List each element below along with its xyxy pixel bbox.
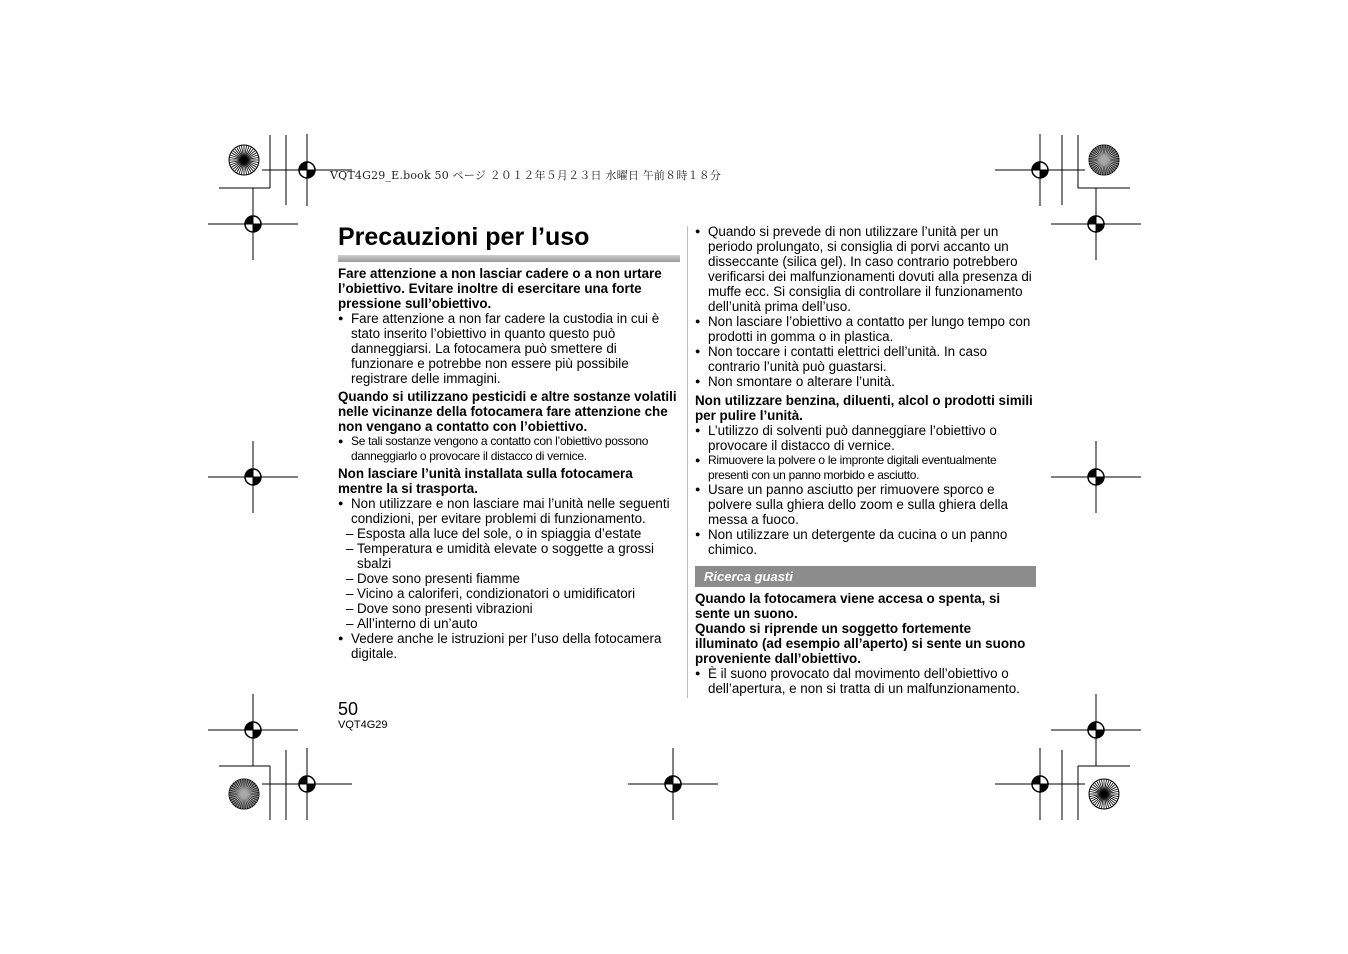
list-item: ● Quando si prevede di non utilizzare l’unità per un periodo prolungato, si consiglia di porvi accanto un disseccante (silica gel). In caso contrario potrebbero verificarsi dei malfunzionamenti dovuti alla presenza di muffe ecc. Si consiglia di controllare il funzionamento dell’unità prima dell’uso. xyxy=(695,224,1036,314)
troubleshooting-section-bar: Ricerca guasti xyxy=(695,566,1036,587)
list-item: ● Usare un panno asciutto per rimuovere sporco e polvere sulla ghiera dello zoom e sulla ghiera della messa a fuoco. xyxy=(695,482,1036,527)
section-troubleshooting xyxy=(695,591,1036,696)
print-header: VQT4G29_E.book 50 ページ ２０１２年５月２３日 水曜日 午前８時１８分 xyxy=(330,169,722,182)
section-heading: Non lasciare l’unità installata sulla fotocamera mentre la si trasporta. xyxy=(338,466,633,496)
right-column xyxy=(695,224,1036,696)
section-drop-lens xyxy=(338,266,680,386)
list-item: ● Non toccare i contatti elettrici dell’unità. In caso contrario l’unità può guastarsi. xyxy=(695,344,1036,374)
model-code: VQT4G29 xyxy=(338,719,388,731)
dash-item: – Esposta alla luce del sole, o in spiaggia d’estate xyxy=(338,526,680,541)
registration-target-icon xyxy=(1051,694,1141,766)
registration-target-icon xyxy=(262,748,352,820)
registration-target-icon xyxy=(208,441,298,513)
registration-star-icon xyxy=(1089,145,1119,175)
list-item: ● Non utilizzare e non lasciare mai l’unità nelle seguenti condizioni, per evitare problemi di funzionamento. xyxy=(338,496,680,526)
list-item: ● Non smontare o alterare l’unità. xyxy=(695,374,1036,389)
section-heading: Non utilizzare benzina, diluenti, alcol o prodotti simili per pulire l’unità. xyxy=(695,393,1033,423)
bullet-list xyxy=(695,423,1036,557)
registration-target-icon xyxy=(995,748,1085,820)
bullet-list xyxy=(338,496,680,661)
registration-target-icon xyxy=(208,694,298,766)
bullet-list xyxy=(338,434,680,463)
dash-item: – Temperatura e umidità elevate o soggette a grossi sbalzi xyxy=(338,541,680,571)
section-cleaning xyxy=(695,393,1036,557)
dash-item: – Dove sono presenti fiamme xyxy=(338,571,680,586)
registration-target-icon xyxy=(628,748,718,820)
list-item: ● Fare attenzione a non far cadere la custodia in cui è stato inserito l’obiettivo in quanto questo può danneggiarsi. La fotocamera può smettere di funzionare e potrebbe non essere più possibile registrare delle immagini. xyxy=(338,311,680,386)
left-column xyxy=(338,266,680,661)
registration-target-icon xyxy=(1051,188,1141,260)
dash-item: – All’interno di un’auto xyxy=(338,616,680,631)
dash-item: – Dove sono presenti vibrazioni xyxy=(338,601,680,616)
bullet-list xyxy=(695,666,1036,696)
column-divider xyxy=(687,226,688,698)
section-heading: Quando si utilizzano pesticidi e altre sostanze volatili nelle vicinanze della fotocamera fare attenzione che non vengano a contatto con l’obiettivo. xyxy=(338,389,677,434)
list-item: ● Se tali sostanze vengono a contatto con l’obiettivo possono danneggiarlo o provocare il distacco di vernice. xyxy=(338,434,680,463)
list-item: ● L’utilizzo di solventi può danneggiare l’obiettivo o provocare il distacco di vernice. xyxy=(695,423,1036,453)
registration-target-icon xyxy=(1051,441,1141,513)
list-item: ● Non utilizzare un detergente da cucina o un panno chimico. xyxy=(695,527,1036,557)
bullet-list xyxy=(695,224,1036,389)
list-item: ● Non lasciare l’obiettivo a contatto per lungo tempo con prodotti in gomma o in plastica. xyxy=(695,314,1036,344)
page-number: 50 xyxy=(338,699,359,719)
registration-target-icon xyxy=(995,134,1085,206)
registration-star-icon xyxy=(229,779,259,809)
section-heading: Fare attenzione a non lasciar cadere o a non urtare l’obiettivo. Evitare inoltre di esercitare una forte pressione sull’obiettivo. xyxy=(338,266,662,311)
list-item: ● Rimuovere la polvere o le impronte digitali eventualmente presenti con un panno morbido e asciutto. xyxy=(695,453,1036,482)
registration-star-icon xyxy=(1089,779,1119,809)
bullet-list xyxy=(338,311,680,386)
list-item: ● Vedere anche le istruzioni per l’uso della fotocamera digitale. xyxy=(338,631,680,661)
list-item: ● È il suono provocato dal movimento dell’obiettivo o dell’apertura, e non si tratta di un malfunzionamento. xyxy=(695,666,1036,696)
registration-star-icon xyxy=(229,145,259,175)
dash-item: – Vicino a caloriferi, condizionatori o umidificatori xyxy=(338,586,680,601)
section-transport xyxy=(338,466,680,661)
section-pesticides xyxy=(338,389,680,463)
page-title: Precauzioni per l’uso xyxy=(338,223,590,251)
title-underline-bar xyxy=(338,255,680,262)
registration-target-icon xyxy=(208,188,298,260)
section-heading: Quando si riprende un soggetto fortemente illuminato (ad esempio all’aperto) si sente un suono proveniente dall’obiettivo. xyxy=(695,621,1026,666)
section-heading: Quando la fotocamera viene accesa o spenta, si sente un suono. xyxy=(695,591,1001,621)
